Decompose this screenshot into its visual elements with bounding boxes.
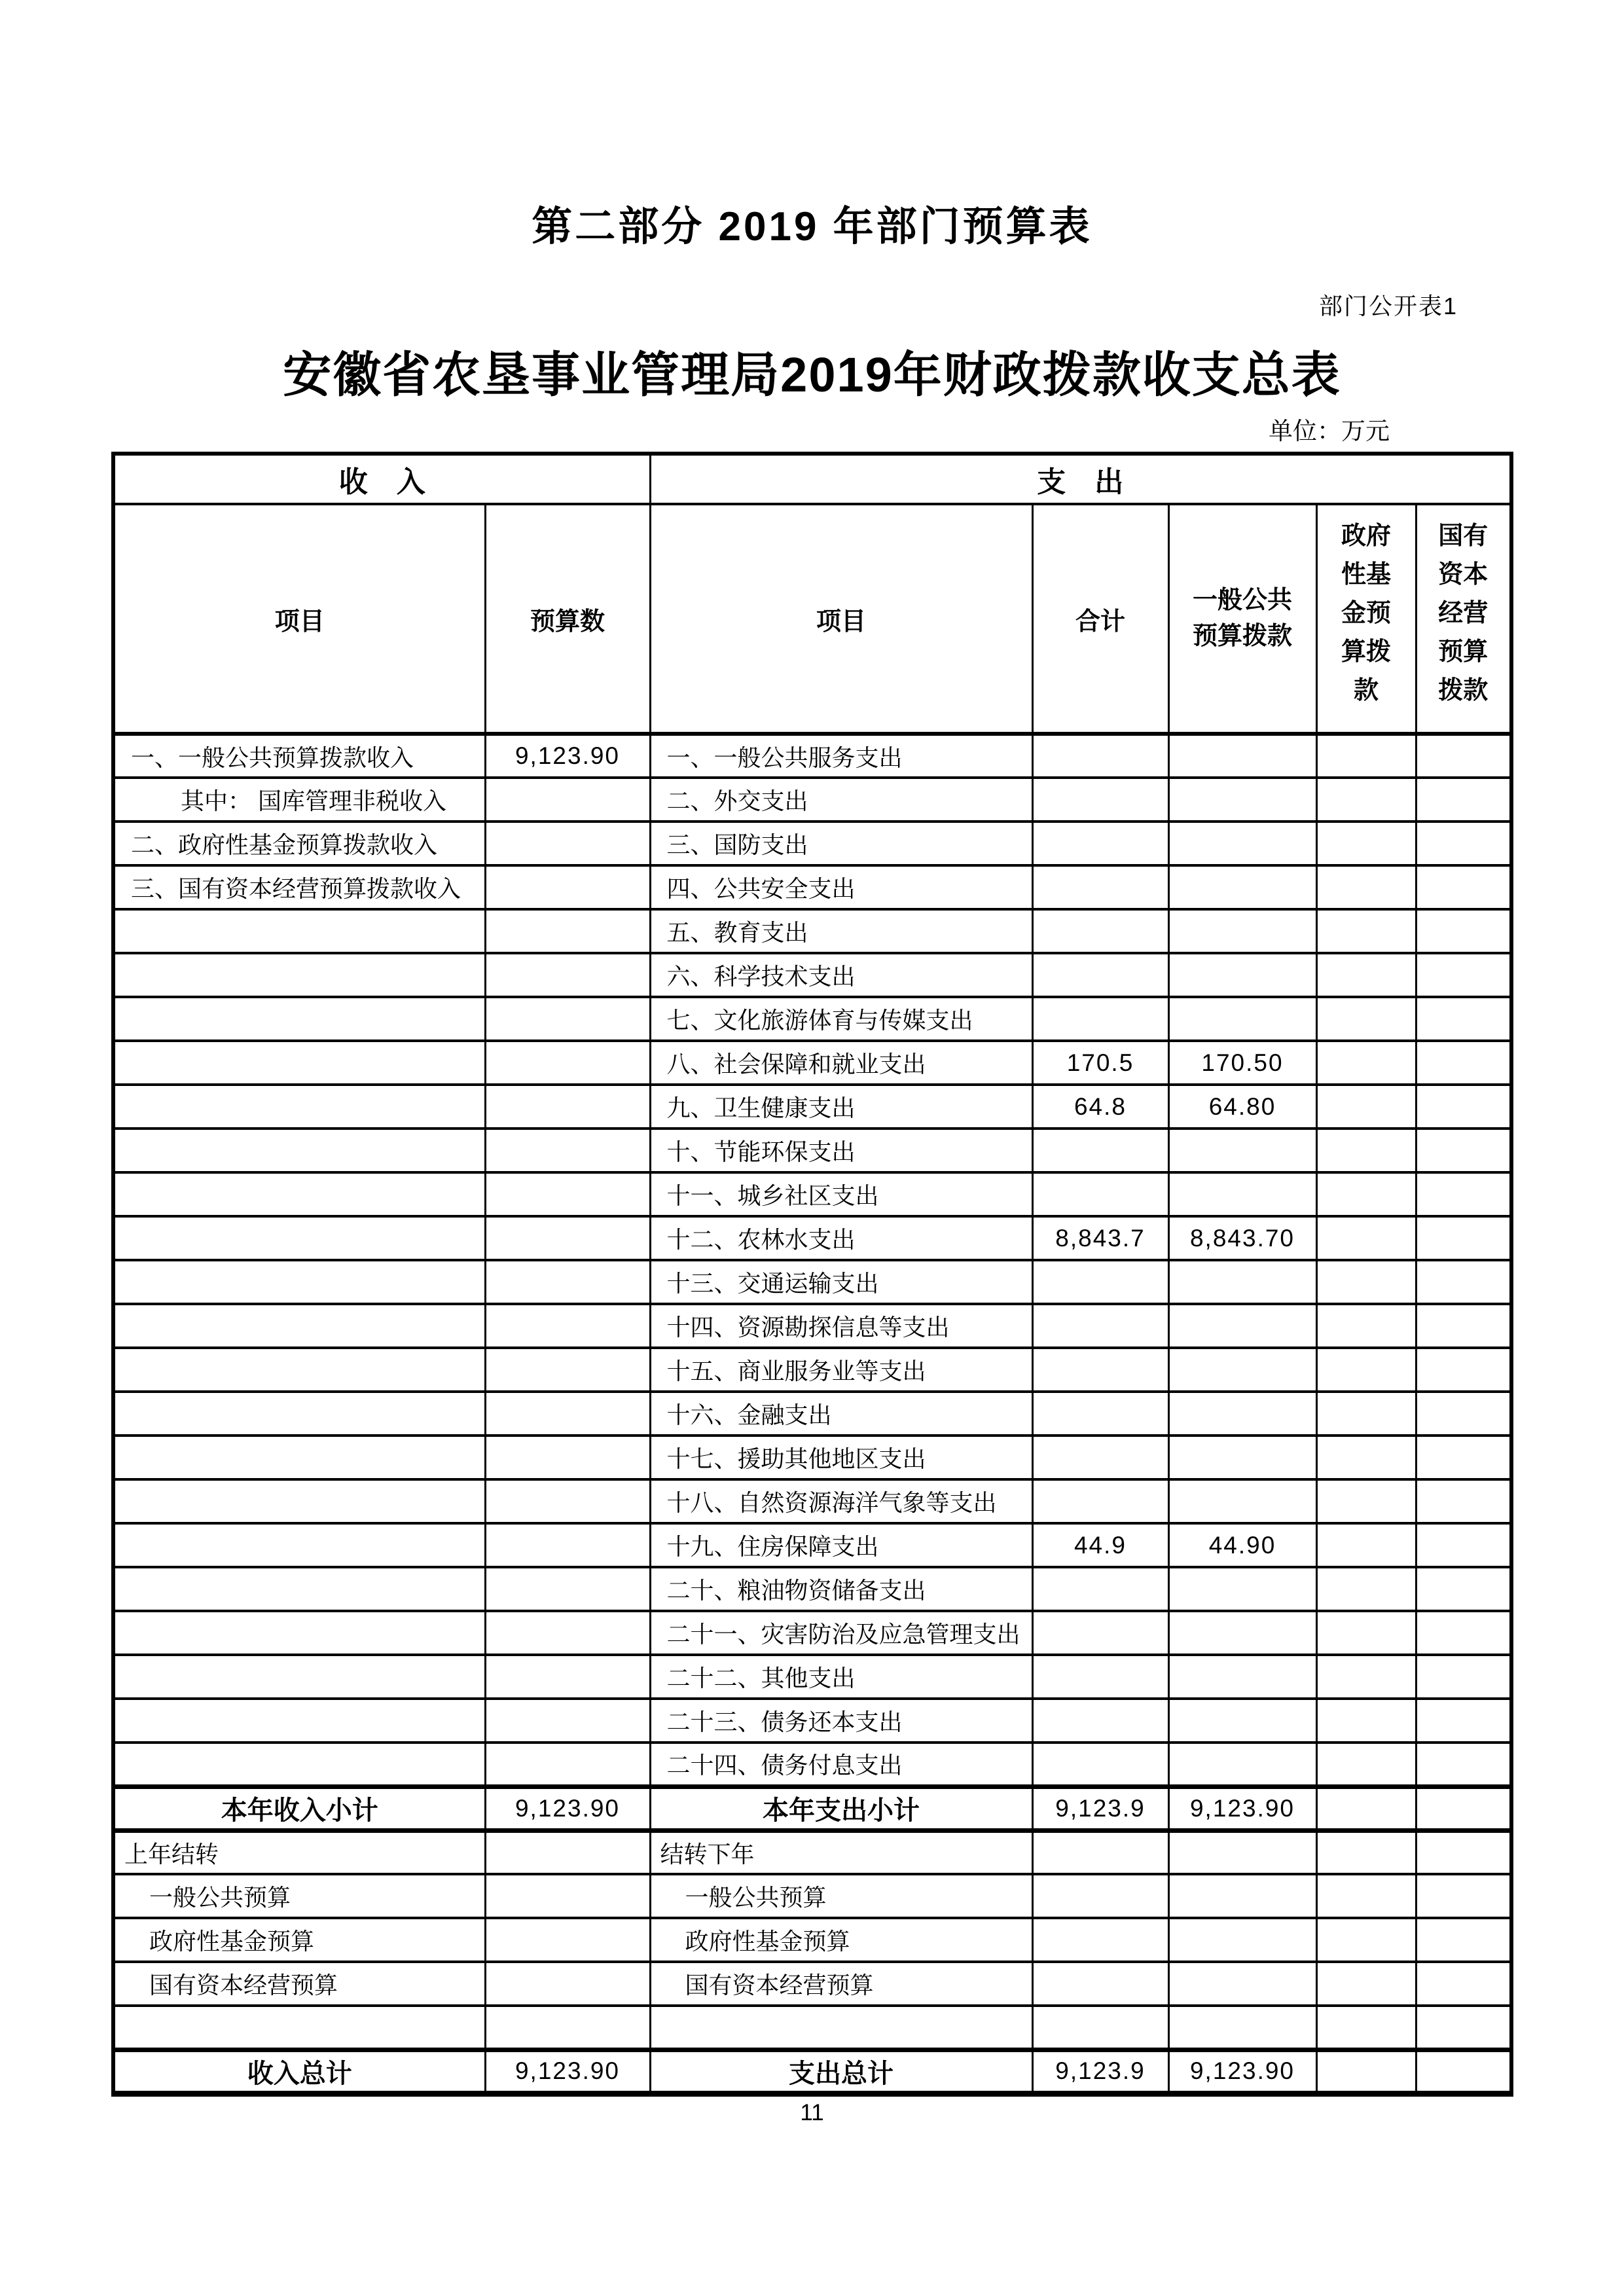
income-budget-cell <box>485 1129 650 1172</box>
expense-item-cell: 十九、住房保障支出 <box>650 1523 1032 1567</box>
income-item-cell <box>113 997 485 1041</box>
expense-gov-fund-cell <box>1316 1743 1416 1786</box>
table-row <box>113 865 1511 909</box>
expense-total-cell <box>1032 1304 1168 1348</box>
expense-state-capital-cell <box>1416 1479 1511 1523</box>
table-row <box>113 997 1511 1041</box>
expense-item-cell: 八、社会保障和就业支出 <box>650 1041 1032 1085</box>
income-budget-header: 预算数 <box>485 504 650 734</box>
expense-gov-fund-cell <box>1316 1918 1416 1962</box>
expense-item-cell: 二十四、债务付息支出 <box>650 1743 1032 1786</box>
expense-total-cell <box>1032 1655 1168 1699</box>
expense-state-capital-cell <box>1416 778 1511 822</box>
page-number: 11 <box>800 2100 824 2125</box>
expense-gov-fund-cell <box>1316 997 1416 1041</box>
expense-general-public-cell <box>1168 909 1316 953</box>
income-item-cell <box>113 1129 485 1172</box>
expense-total-cell <box>1032 909 1168 953</box>
expense-state-capital-cell <box>1416 1129 1511 1172</box>
income-item-cell <box>113 953 485 997</box>
income-budget-cell <box>485 865 650 909</box>
expense-total-cell <box>1032 734 1168 778</box>
income-item-cell <box>113 1436 485 1479</box>
expense-general-public-cell <box>1168 778 1316 822</box>
expense-general-public-cell: 170.50 <box>1168 1041 1316 1085</box>
income-item-cell: 上年结转 <box>113 1830 485 1874</box>
expense-item-cell: 十一、城乡社区支出 <box>650 1172 1032 1216</box>
expense-general-public-cell <box>1168 1172 1316 1216</box>
expense-total-header: 合计 <box>1032 504 1168 734</box>
expense-general-public-cell: 64.80 <box>1168 1085 1316 1129</box>
table-row <box>113 1216 1511 1260</box>
expense-general-public-cell <box>1168 1611 1316 1655</box>
table-column-header-row <box>113 504 1511 734</box>
income-budget-cell: 9,123.90 <box>485 1786 650 1830</box>
expense-state-capital-cell <box>1416 1085 1511 1129</box>
expense-total-cell: 170.5 <box>1032 1041 1168 1085</box>
income-budget-cell <box>485 1172 650 1216</box>
income-budget-cell <box>485 1611 650 1655</box>
expense-total-cell <box>1032 953 1168 997</box>
expense-gov-fund-cell <box>1316 1567 1416 1611</box>
expense-state-capital-cell <box>1416 1699 1511 1743</box>
expense-state-capital-cell <box>1416 1216 1511 1260</box>
table-row <box>113 1436 1511 1479</box>
expense-general-public-cell <box>1168 1655 1316 1699</box>
table-row <box>113 1304 1511 1348</box>
expense-item-cell: 二、外交支出 <box>650 778 1032 822</box>
expense-total-cell <box>1032 1743 1168 1786</box>
expense-state-capital-cell <box>1416 997 1511 1041</box>
expense-state-capital-cell <box>1416 1786 1511 1830</box>
expense-state-capital-cell <box>1416 1436 1511 1479</box>
table-row <box>113 1786 1511 1830</box>
expense-total-cell <box>1032 1436 1168 1479</box>
income-item-cell <box>113 1304 485 1348</box>
expense-gov-fund-cell <box>1316 1874 1416 1918</box>
expense-total-cell <box>1032 1479 1168 1523</box>
income-item-cell <box>113 1699 485 1743</box>
table-row <box>113 1962 1511 2006</box>
expense-general-public-cell: 8,843.70 <box>1168 1216 1316 1260</box>
expense-state-capital-cell <box>1416 1655 1511 1699</box>
expense-general-public-cell <box>1168 2006 1316 2050</box>
table-row <box>113 1260 1511 1304</box>
expense-general-public-cell <box>1168 865 1316 909</box>
expense-state-capital-cell <box>1416 1918 1511 1962</box>
income-budget-cell <box>485 1918 650 1962</box>
expense-gov-fund-cell <box>1316 1216 1416 1260</box>
expense-general-public-cell <box>1168 822 1316 865</box>
income-budget-cell <box>485 1830 650 1874</box>
expense-total-cell <box>1032 778 1168 822</box>
income-item-cell <box>113 909 485 953</box>
expense-item-cell: 二十、粮油物资储备支出 <box>650 1567 1032 1611</box>
income-item-cell: 本年收入小计 <box>113 1786 485 1830</box>
expense-gov-fund-cell <box>1316 1479 1416 1523</box>
expense-gov-fund-cell <box>1316 1436 1416 1479</box>
expense-gov-fund-cell <box>1316 778 1416 822</box>
expense-state-capital-cell <box>1416 1830 1511 1874</box>
table-row <box>113 1567 1511 1611</box>
income-budget-cell <box>485 1392 650 1436</box>
expense-item-cell: 九、卫生健康支出 <box>650 1085 1032 1129</box>
income-item-cell <box>113 1655 485 1699</box>
expense-total-cell <box>1032 997 1168 1041</box>
expense-gov-fund-cell <box>1316 1085 1416 1129</box>
expense-state-capital-cell <box>1416 1567 1511 1611</box>
income-group-header: 收 入 <box>113 454 650 504</box>
income-budget-cell <box>485 1304 650 1348</box>
expense-total-cell <box>1032 1699 1168 1743</box>
income-item-cell <box>113 1041 485 1085</box>
expense-item-cell: 十三、交通运输支出 <box>650 1260 1032 1304</box>
income-item-cell: 一般公共预算 <box>113 1874 485 1918</box>
income-item-cell <box>113 1392 485 1436</box>
expense-gov-fund-cell <box>1316 1129 1416 1172</box>
expense-total-cell <box>1032 1172 1168 1216</box>
expense-total-cell <box>1032 1918 1168 1962</box>
expense-item-cell: 六、科学技术支出 <box>650 953 1032 997</box>
expense-total-cell: 44.9 <box>1032 1523 1168 1567</box>
expense-state-capital-cell <box>1416 865 1511 909</box>
income-budget-cell <box>485 1743 650 1786</box>
expense-general-public-cell <box>1168 1479 1316 1523</box>
income-budget-cell <box>485 778 650 822</box>
table-row <box>113 734 1511 778</box>
expense-total-cell <box>1032 865 1168 909</box>
expense-gov-fund-cell <box>1316 1655 1416 1699</box>
expense-general-public-cell <box>1168 1436 1316 1479</box>
expense-gov-fund-cell <box>1316 1962 1416 2006</box>
expense-total-cell: 64.8 <box>1032 1085 1168 1129</box>
income-budget-cell <box>485 2006 650 2050</box>
expense-general-public-cell <box>1168 997 1316 1041</box>
table-row <box>113 1743 1511 1786</box>
table-row <box>113 822 1511 865</box>
table-row <box>113 778 1511 822</box>
expense-gov-fund-cell <box>1316 822 1416 865</box>
income-item-cell <box>113 1523 485 1567</box>
expense-item-cell: 十、节能环保支出 <box>650 1129 1032 1172</box>
table-row <box>113 1041 1511 1085</box>
income-item-cell <box>113 1743 485 1786</box>
expense-total-cell <box>1032 1129 1168 1172</box>
table-row <box>113 1655 1511 1699</box>
table-row <box>113 1479 1511 1523</box>
expense-item-cell: 二十一、灾害防治及应急管理支出 <box>650 1611 1032 1655</box>
expense-total-cell <box>1032 1392 1168 1436</box>
expense-item-cell: 一般公共预算 <box>650 1874 1032 1918</box>
income-budget-cell <box>485 1436 650 1479</box>
table-label: 部门公开表1 <box>1318 293 1458 319</box>
table-row <box>113 1348 1511 1392</box>
income-item-cell: 其中： 国库管理非税收入 <box>113 778 485 822</box>
table-row <box>113 1699 1511 1743</box>
expense-state-capital-header <box>1416 504 1511 734</box>
income-item-cell <box>113 2006 485 2050</box>
expense-item-cell: 十八、自然资源海洋气象等支出 <box>650 1479 1032 1523</box>
expense-item-cell: 二十三、债务还本支出 <box>650 1699 1032 1743</box>
expense-general-public-cell <box>1168 734 1316 778</box>
expense-general-public-cell: 44.90 <box>1168 1523 1316 1567</box>
page-title: 安徽省农垦事业管理局2019年财政拨款收支总表 <box>283 348 1341 402</box>
expense-gov-fund-cell <box>1316 1699 1416 1743</box>
income-item-cell: 一、一般公共预算拨款收入 <box>113 734 485 778</box>
income-budget-cell <box>485 1567 650 1611</box>
income-item-cell <box>113 1611 485 1655</box>
expense-general-public-cell: 9,123.90 <box>1168 1786 1316 1830</box>
income-item-cell <box>113 1216 485 1260</box>
expense-general-public-cell: 9,123.90 <box>1168 2050 1316 2093</box>
section-title: 第二部分 2019 年部门预算表 <box>532 204 1092 249</box>
expense-item-cell: 四、公共安全支出 <box>650 865 1032 909</box>
expense-item-cell: 十六、金融支出 <box>650 1392 1032 1436</box>
expense-state-capital-cell <box>1416 734 1511 778</box>
expense-gov-fund-cell <box>1316 865 1416 909</box>
unit-label: 单位：万元 <box>1269 418 1390 444</box>
expense-total-cell <box>1032 1611 1168 1655</box>
expense-gov-fund-header-text: 政府性基金预算拨款 <box>1341 522 1391 704</box>
expense-item-cell: 二十二、其他支出 <box>650 1655 1032 1699</box>
expense-total-cell: 8,843.7 <box>1032 1216 1168 1260</box>
table-row <box>113 1172 1511 1216</box>
expense-item-cell: 结转下年 <box>650 1830 1032 1874</box>
income-budget-cell <box>485 1699 650 1743</box>
expense-total-cell <box>1032 1348 1168 1392</box>
expense-general-public-cell <box>1168 1699 1316 1743</box>
income-item-cell <box>113 1085 485 1129</box>
expense-gov-fund-cell <box>1316 734 1416 778</box>
table-row <box>113 909 1511 953</box>
expense-item-cell: 十七、援助其他地区支出 <box>650 1436 1032 1479</box>
expense-total-cell: 9,123.9 <box>1032 1786 1168 1830</box>
income-budget-cell <box>485 1655 650 1699</box>
expense-gov-fund-cell <box>1316 1830 1416 1874</box>
expense-state-capital-cell <box>1416 1260 1511 1304</box>
expense-group-header: 支 出 <box>650 454 1511 504</box>
expense-state-capital-cell <box>1416 1172 1511 1216</box>
expense-general-public-cell <box>1168 1874 1316 1918</box>
expense-state-capital-cell <box>1416 2006 1511 2050</box>
income-item-cell <box>113 1479 485 1523</box>
expense-gov-fund-cell <box>1316 1041 1416 1085</box>
expense-general-public-cell <box>1168 1260 1316 1304</box>
table-row <box>113 1830 1511 1874</box>
expense-item-cell: 十二、农林水支出 <box>650 1216 1032 1260</box>
expense-item-header: 项目 <box>650 504 1032 734</box>
expense-item-cell: 政府性基金预算 <box>650 1918 1032 1962</box>
table-row <box>113 2006 1511 2050</box>
expense-item-cell: 十四、资源勘探信息等支出 <box>650 1304 1032 1348</box>
income-budget-cell <box>485 997 650 1041</box>
income-budget-cell: 9,123.90 <box>485 2050 650 2093</box>
table-row <box>113 1611 1511 1655</box>
expense-gov-fund-cell <box>1316 1304 1416 1348</box>
expense-total-cell <box>1032 1567 1168 1611</box>
table-row <box>113 1129 1511 1172</box>
expense-total-cell: 9,123.9 <box>1032 2050 1168 2093</box>
income-budget-cell <box>485 1523 650 1567</box>
expense-gov-fund-cell <box>1316 1611 1416 1655</box>
table-row <box>113 953 1511 997</box>
expense-state-capital-cell <box>1416 1041 1511 1085</box>
expense-total-cell <box>1032 822 1168 865</box>
expense-general-public-cell <box>1168 1918 1316 1962</box>
expense-general-public-cell <box>1168 1962 1316 2006</box>
table-group-header-row <box>113 454 1511 504</box>
expense-state-capital-header-text: 国有资本经营预算拨款 <box>1438 522 1489 704</box>
expense-gov-fund-cell <box>1316 1523 1416 1567</box>
expense-total-cell <box>1032 1260 1168 1304</box>
income-budget-cell <box>485 1041 650 1085</box>
income-budget-cell <box>485 1348 650 1392</box>
expense-state-capital-cell <box>1416 1304 1511 1348</box>
expense-gov-fund-cell <box>1316 953 1416 997</box>
expense-general-public-cell <box>1168 1830 1316 1874</box>
income-budget-cell <box>485 1260 650 1304</box>
budget-table <box>111 452 1513 2097</box>
expense-gov-fund-cell <box>1316 2006 1416 2050</box>
income-item-cell: 二、政府性基金预算拨款收入 <box>113 822 485 865</box>
income-budget-cell <box>485 909 650 953</box>
expense-state-capital-cell <box>1416 1611 1511 1655</box>
expense-gov-fund-cell <box>1316 1392 1416 1436</box>
expense-item-cell: 本年支出小计 <box>650 1786 1032 1830</box>
expense-gov-fund-cell <box>1316 1172 1416 1216</box>
table-row <box>113 1874 1511 1918</box>
expense-item-cell: 国有资本经营预算 <box>650 1962 1032 2006</box>
expense-general-public-cell <box>1168 1743 1316 1786</box>
income-budget-cell <box>485 1479 650 1523</box>
expense-general-public-cell <box>1168 1304 1316 1348</box>
expense-state-capital-cell <box>1416 1962 1511 2006</box>
expense-general-public-cell <box>1168 1392 1316 1436</box>
expense-gov-fund-cell <box>1316 2050 1416 2093</box>
income-item-cell: 政府性基金预算 <box>113 1918 485 1962</box>
income-item-cell: 收入总计 <box>113 2050 485 2093</box>
table-row <box>113 1392 1511 1436</box>
expense-total-cell <box>1032 1830 1168 1874</box>
expense-gov-fund-cell <box>1316 1786 1416 1830</box>
expense-item-cell: 十五、商业服务业等支出 <box>650 1348 1032 1392</box>
table-row <box>113 1523 1511 1567</box>
income-budget-cell: 9,123.90 <box>485 734 650 778</box>
expense-item-cell: 支出总计 <box>650 2050 1032 2093</box>
expense-general-public-cell <box>1168 953 1316 997</box>
expense-general-public-header-text: 一般公共预算拨款 <box>1192 586 1292 650</box>
table-row <box>113 2050 1511 2093</box>
expense-item-cell: 一、一般公共服务支出 <box>650 734 1032 778</box>
expense-item-cell <box>650 2006 1032 2050</box>
income-item-cell: 国有资本经营预算 <box>113 1962 485 2006</box>
expense-item-cell: 五、教育支出 <box>650 909 1032 953</box>
expense-state-capital-cell <box>1416 1523 1511 1567</box>
expense-gov-fund-cell <box>1316 1348 1416 1392</box>
expense-state-capital-cell <box>1416 1874 1511 1918</box>
expense-state-capital-cell <box>1416 953 1511 997</box>
expense-state-capital-cell <box>1416 822 1511 865</box>
expense-general-public-cell <box>1168 1348 1316 1392</box>
expense-general-public-cell <box>1168 1129 1316 1172</box>
income-item-cell <box>113 1567 485 1611</box>
income-item-cell: 三、国有资本经营预算拨款收入 <box>113 865 485 909</box>
income-budget-cell <box>485 1216 650 1260</box>
expense-gov-fund-cell <box>1316 1260 1416 1304</box>
expense-total-cell <box>1032 2006 1168 2050</box>
expense-gov-fund-cell <box>1316 909 1416 953</box>
income-item-cell <box>113 1260 485 1304</box>
expense-state-capital-cell <box>1416 1392 1511 1436</box>
expense-item-cell: 七、文化旅游体育与传媒支出 <box>650 997 1032 1041</box>
expense-general-public-header <box>1168 504 1316 734</box>
income-budget-cell <box>485 822 650 865</box>
expense-state-capital-cell <box>1416 909 1511 953</box>
expense-total-cell <box>1032 1962 1168 2006</box>
income-item-cell <box>113 1348 485 1392</box>
income-budget-cell <box>485 953 650 997</box>
expense-item-cell: 三、国防支出 <box>650 822 1032 865</box>
income-item-cell <box>113 1172 485 1216</box>
table-row <box>113 1918 1511 1962</box>
expense-gov-fund-header <box>1316 504 1416 734</box>
expense-state-capital-cell <box>1416 2050 1511 2093</box>
expense-state-capital-cell <box>1416 1348 1511 1392</box>
income-item-header: 项目 <box>113 504 485 734</box>
income-budget-cell <box>485 1085 650 1129</box>
expense-general-public-cell <box>1168 1567 1316 1611</box>
income-budget-cell <box>485 1962 650 2006</box>
expense-state-capital-cell <box>1416 1743 1511 1786</box>
expense-total-cell <box>1032 1874 1168 1918</box>
income-budget-cell <box>485 1874 650 1918</box>
table-row <box>113 1085 1511 1129</box>
